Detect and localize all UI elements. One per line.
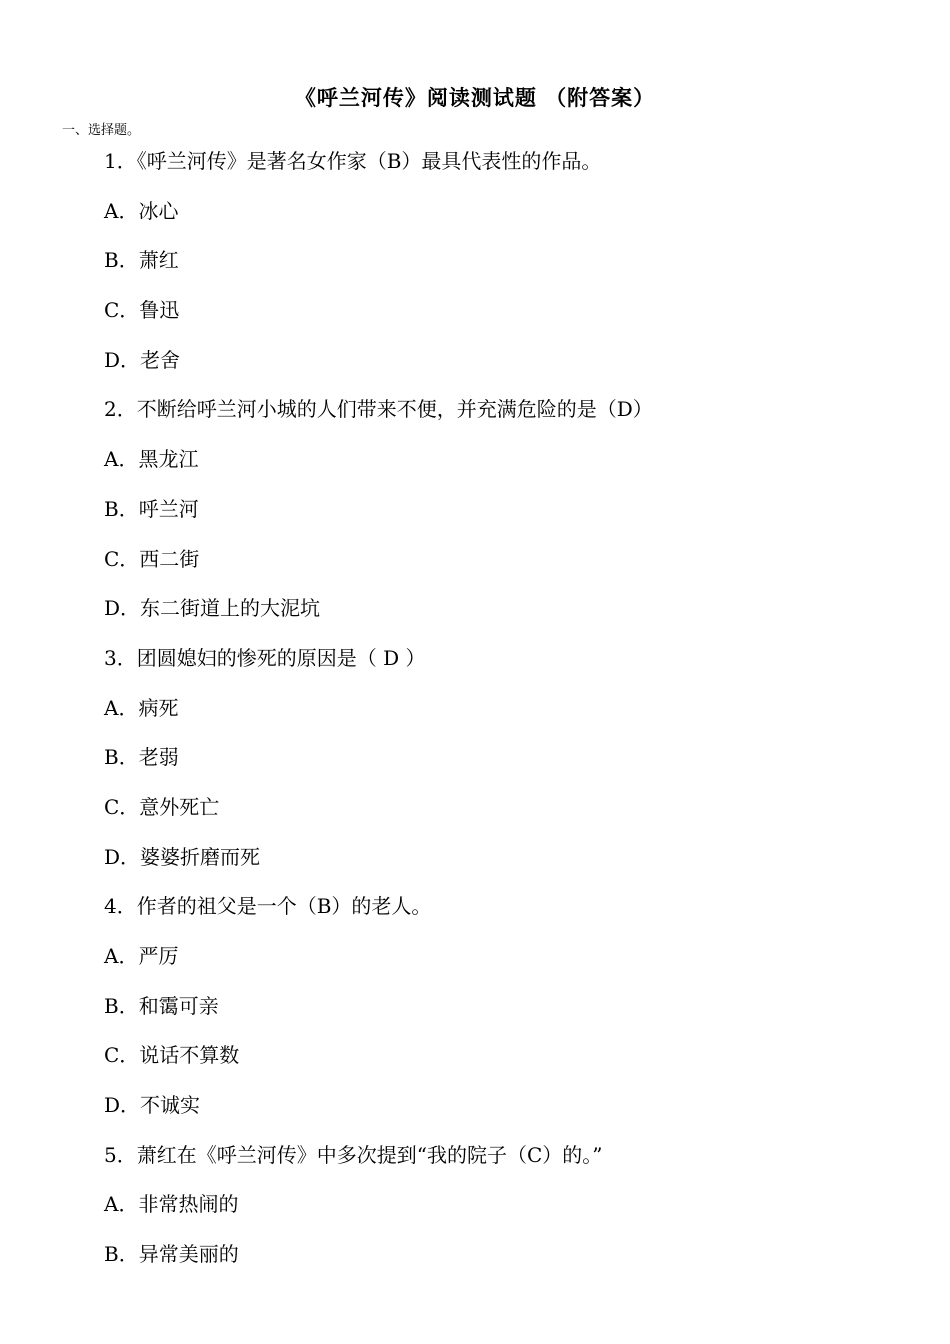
question-4: 4．作者的祖父是一个（B）的老人。	[104, 894, 432, 919]
question-3: 3．团圆媳妇的惨死的原因是（ D ）	[104, 645, 426, 670]
option-2d: D．东二街道上的大泥坑	[104, 596, 321, 621]
option-1c: C．鲁迅	[104, 298, 180, 323]
option-5b: B．异常美丽的	[104, 1242, 239, 1267]
option-4c: C．说话不算数	[104, 1043, 240, 1068]
option-3a: A．病死	[104, 695, 179, 720]
question-list	[104, 146, 653, 1289]
option-2c: C．西二街	[104, 546, 200, 571]
section-heading: 一、选择题。	[62, 123, 141, 138]
option-4a: A．严厉	[104, 944, 179, 968]
question-2: 2．不断给呼兰河小城的人们带来不便，并充满危险的是（D）	[104, 397, 653, 422]
option-4b: B．和霭可亲	[104, 993, 219, 1018]
option-2b: B．呼兰河	[104, 496, 199, 521]
option-1a: A．冰心	[104, 198, 179, 223]
option-4d: D．不诚实	[104, 1093, 201, 1118]
option-2a: A．黑龙江	[104, 447, 199, 472]
option-3d: D．婆婆折磨而死	[104, 844, 261, 869]
option-3c: C．意外死亡	[104, 794, 220, 819]
option-5a: A．非常热闹的	[104, 1192, 239, 1217]
option-1d: D．老舍	[104, 347, 181, 372]
question-1: 1．《呼兰河传》是著名女作家（B）最具代表性的作品。	[104, 149, 602, 173]
option-1b: B．萧红	[104, 248, 179, 273]
document-title: 《呼兰河传》阅读测试题 （附答案）	[294, 86, 656, 110]
question-5: 5．萧红在《呼兰河传》中多次提到“我的院子（C）的。”	[104, 1142, 603, 1167]
option-3b: B．老弱	[104, 745, 179, 770]
